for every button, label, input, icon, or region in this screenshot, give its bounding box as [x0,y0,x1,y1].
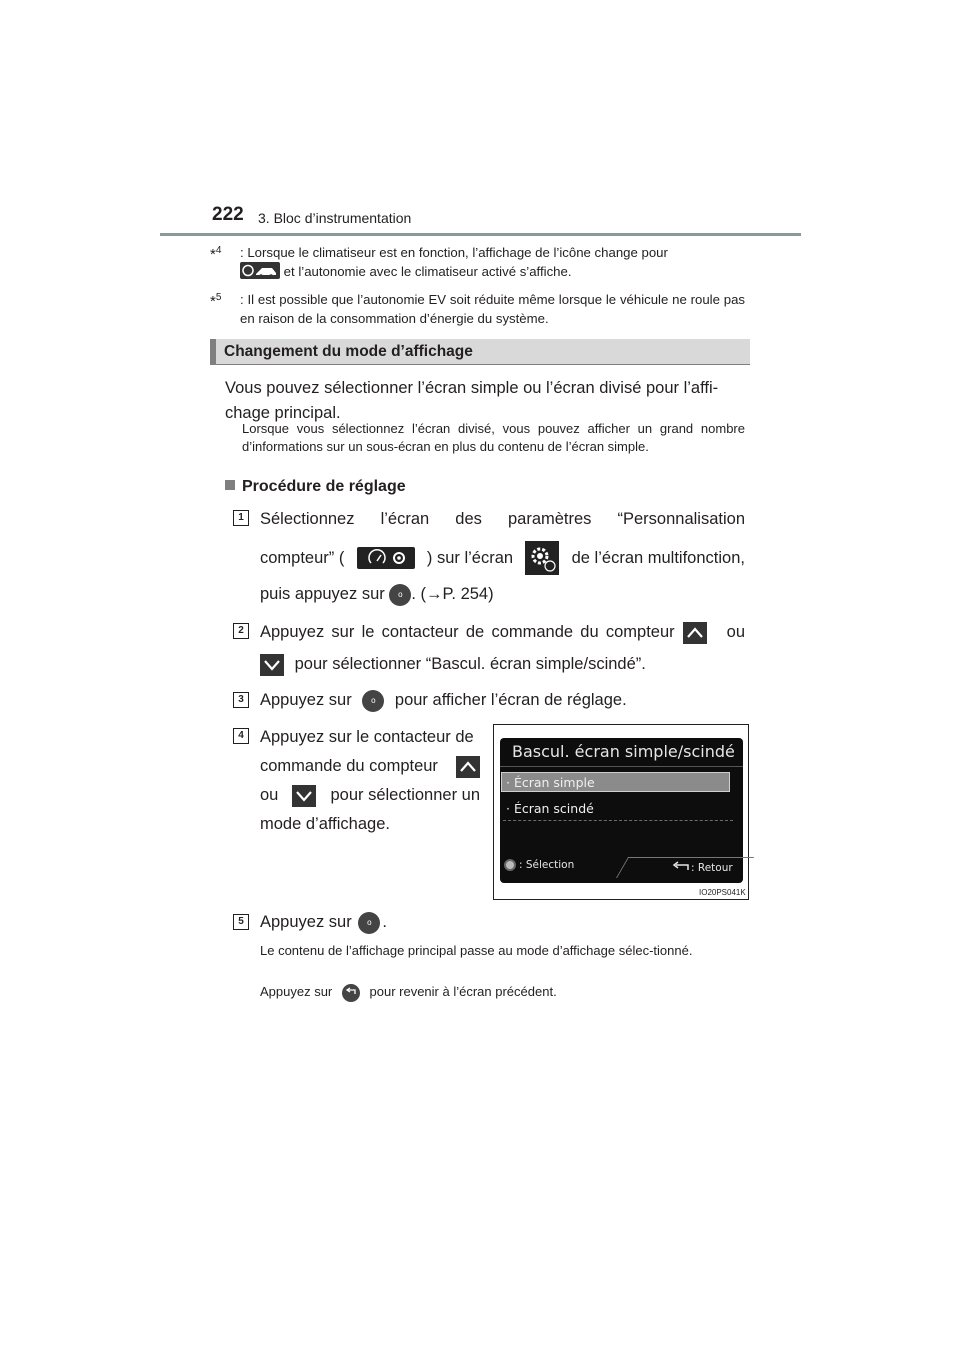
footnote-marker: *$^5$ [210,292,222,310]
step-3-text-a: Appuyez sur [260,691,352,709]
step-2-text: pour sélectionner “Bascul. écran simple/scindé”. [294,655,646,673]
intro-line-1: Vous pouvez sélectionner l’écran simple ou l’écran divisé pour l’affi- [225,379,719,397]
ok-button-icon: o [362,690,384,712]
intro-line-2: chage principal. [225,404,341,422]
step-5-text-b: . [382,913,387,931]
footnote-4-text: : Lorsque le climatiseur est en fonction, l’affichage de l’icône change pour [240,245,668,260]
step-number-5: 5 [233,914,249,930]
step-4-line-1: Appuyez sur le contacteur de [260,728,474,746]
screen-option-simple[interactable]: · Écran simple [506,775,595,790]
header-rule [160,233,801,236]
step-4-text-a: commande du compteur [260,757,438,775]
step-5-note-text-a: Appuyez sur [260,984,333,999]
step-5-note-text-b: pour revenir à l’écran précédent. [369,984,557,999]
step-2-line-1 [260,620,745,645]
step-number-4: 4 [233,728,249,744]
step-1-line-1: Sélectionnez l’écran des paramètres “Personnalisation [260,510,745,528]
section-note: Lorsque vous sélectionnez l’écran divisé, vous pouvez afficher un grand nombre d’informations sur un sous-écran en plus du contenu de l’écran simple. [242,421,745,454]
step-1-text: ) sur l’écran [426,548,514,567]
step-4-line-4: mode d’affichage. [260,815,390,833]
screen-option-split[interactable]: · Écran scindé [506,801,594,816]
step-4-text-c: pour sélectionner un [330,786,480,804]
step-number-1: 1 [233,510,249,526]
step-1-text: . ( [411,585,427,603]
step-1-line-2 [260,540,745,576]
step-3-text [260,688,627,713]
image-code: IO20PS041K [699,888,746,897]
footnote-5 [210,290,745,328]
up-button-icon [456,756,480,778]
step-1-text: de l’écran multifonction, [571,548,745,567]
step-1-text: compteur” ( [260,548,345,567]
page-reference: P. 254) [442,585,494,603]
ok-button-icon: o [358,912,380,934]
step-2-line-2 [260,652,646,677]
step-4-line-3 [260,781,480,810]
step-5-note-2 [260,983,745,1002]
screen-back-label: : Retour [691,862,733,874]
step-5-note-1: Le contenu de l’affichage principal passe au mode d’affichage sélec-tionné. [260,943,693,958]
screen-title: Bascul. écran simple/scindé [512,742,735,761]
procedure-heading [225,478,406,496]
settings-gear-icon [525,541,559,575]
step-4-text [260,723,480,839]
procedure-title: Procédure de réglage [242,478,406,495]
step-5-text-a: Appuyez sur [260,913,352,931]
step-2-text: ou [726,623,745,641]
back-button-icon [342,984,360,1002]
step-4-text-b: ou [260,786,279,804]
footnote-marker: *$^4$ [210,245,222,263]
step-number-3: 3 [233,692,249,708]
step-3-text-b: pour afficher l’écran de réglage. [394,691,627,709]
page-number: 222 [212,204,244,225]
step-number-2: 2 [233,623,249,639]
square-bullet-icon [225,480,235,490]
screen-title-rule [500,766,743,767]
screen-select-label: : Sélection [519,859,575,871]
ac-range-icon [240,262,280,279]
screen-divider [503,820,733,822]
down-button-icon [292,785,316,807]
up-button-icon [683,622,707,644]
footnote-5-text: : Il est possible que l’autonomie EV soit réduite même lorsque le véhicule ne roule pas en raison de la consommation d’énergie du système. [240,292,745,326]
footnote-4 [210,243,745,281]
chapter-title: 3. Bloc d’instrumentation [258,210,412,226]
step-4-line-2 [260,752,480,781]
footnote-4-text-after: et l’autonomie avec le climatiseur activé s’affiche. [283,264,572,279]
meter-settings-icon [357,547,415,569]
down-button-icon [260,654,284,676]
back-arrow-icon [672,860,690,878]
section-title: Changement du mode d’affichage [224,343,473,360]
step-2-text: Appuyez sur le contacteur de commande du compteur [260,623,675,641]
section-rule [210,364,750,365]
step-1-text: puis appuyez sur [260,585,385,603]
section-intro [225,376,745,426]
ok-button-icon: o [389,584,411,606]
select-dial-icon [504,859,516,871]
step-5-text [260,910,387,935]
section-header [210,339,750,365]
arrow-icon: → [426,585,443,603]
step-1-line-3 [260,582,494,607]
